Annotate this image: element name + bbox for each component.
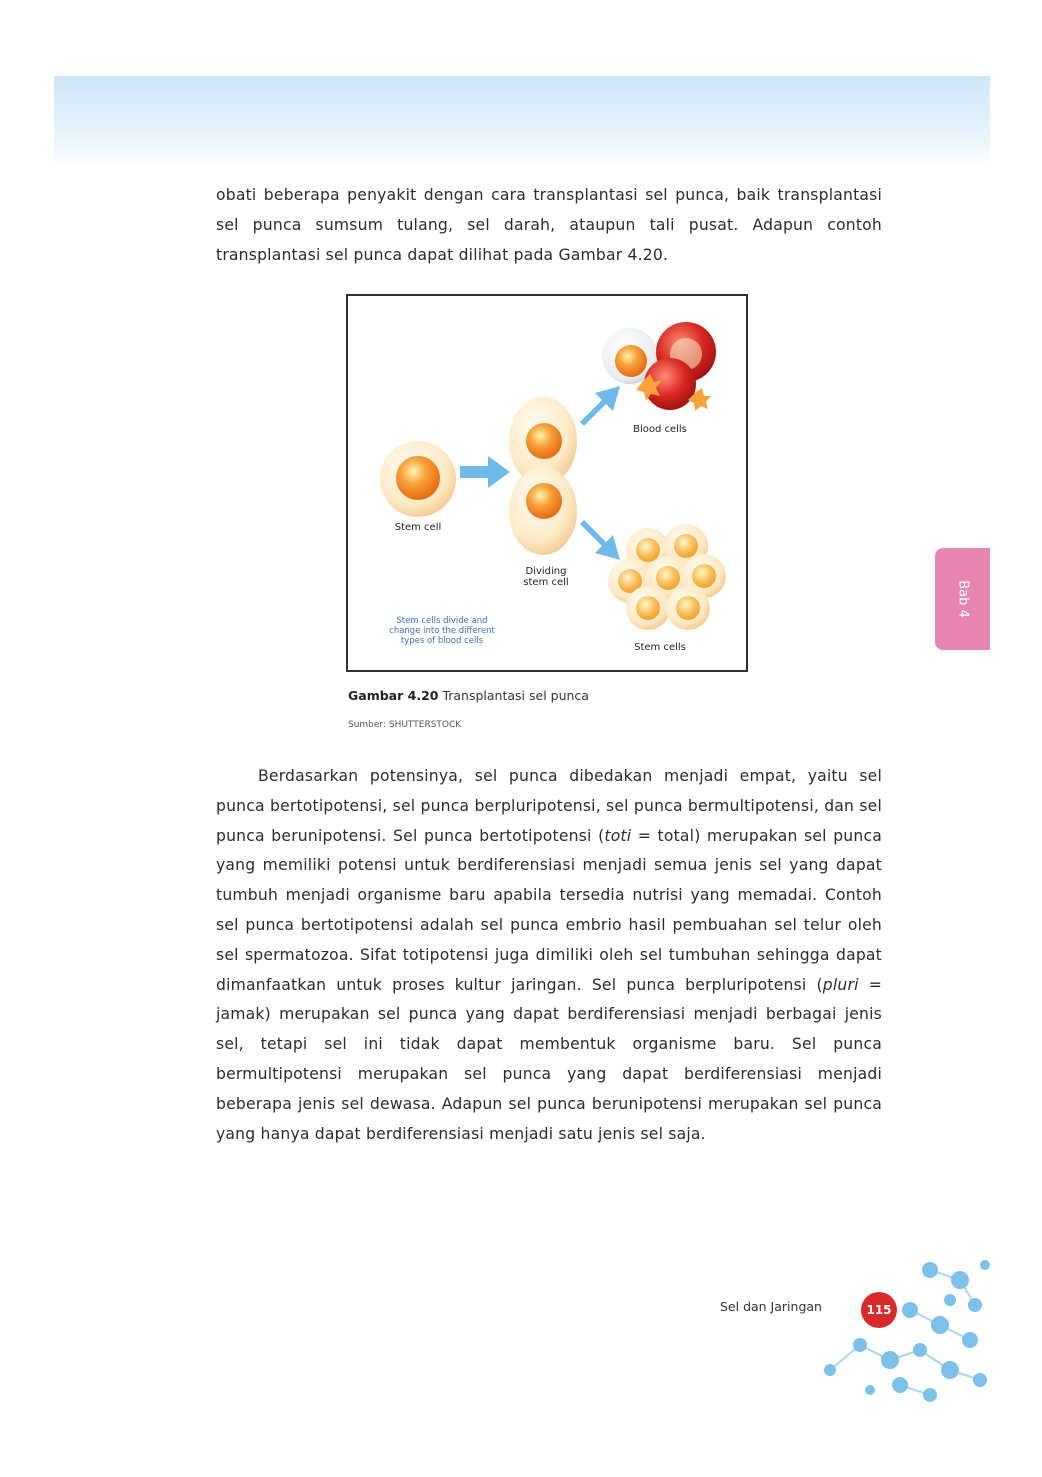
label-stem-cell: Stem cell [394, 522, 442, 533]
figure-caption [348, 688, 589, 703]
arrow-up-right [580, 386, 620, 426]
arrow-right [460, 456, 510, 488]
caption-text: Transplantasi sel punca [442, 688, 589, 703]
main-paragraph-part-2: = total) merupakan sel punca yang memiliki potensi untuk berdiferensiasi menjadi semua jenis sel yang dapat tumbuh menjadi organisme baru apabila tersedia nutrisi yang memadai. Contoh sel punca bertotipotensi adalah sel punca embrio hasil pembuahan sel telur oleh sel spermatozoa. Sifat totipotensi juga dimiliki oleh sel tumbuhan sehingga dapat dimanfaatkan untuk proses kultur jaringan. Sel punca berpluripotensi ( [216, 826, 882, 994]
label-stem-cells: Stem cells [634, 642, 686, 653]
main-paragraph [216, 762, 882, 1149]
page-number: 115 [861, 1292, 897, 1328]
term-pluri: pluri [822, 975, 859, 994]
header-band [54, 76, 990, 168]
caption-label: Gambar 4.20 [348, 688, 439, 703]
label-blood-cells: Blood cells [633, 424, 687, 435]
stem-cells-cluster [608, 524, 726, 630]
footer-chapter-title: Sel dan Jaringan [720, 1299, 822, 1314]
arrow-down-right [580, 520, 620, 560]
main-paragraph-part-3: = jamak) merupakan sel punca yang dapat berdiferensiasi menjadi berbagai jenis sel, tetapi sel ini tidak dapat membentuk organisme baru. Sel punca bermultipotensi merupakan sel punca yang dapat berdiferensiasi menjadi beberapa jenis sel dewasa. Adapun sel punca berunipotensi merupakan sel punca yang hanya dapat berdiferensiasi menjadi satu jenis sel saja. [216, 975, 882, 1143]
label-dividing-stem-cell: Dividing stem cell [523, 566, 569, 588]
molecule-decoration-icon [800, 1250, 995, 1410]
stem-cell-diagram [348, 296, 746, 670]
intro-paragraph: obati beberapa penyakit dengan cara transplantasi sel punca, baik transplantasi sel punca sumsum tulang, sel darah, ataupun tali pusat. Adapun contoh transplantasi sel punca dapat dilihat pada Gambar 4.20. [216, 186, 882, 264]
single-stem-cell [380, 441, 456, 517]
dividing-stem-cell [509, 397, 577, 555]
chapter-side-tab [935, 548, 990, 650]
blood-cells-cluster [602, 322, 716, 411]
figure-stem-cell-transplant [346, 294, 748, 672]
main-paragraph-part-1: Berdasarkan potensinya, sel punca dibedakan menjadi empat, yaitu sel punca bertotipotensi, sel punca berpluripotensi, sel punca bermultipotensi, dan sel punca berunipotensi. Sel punca bertotipotensi ( [216, 767, 882, 845]
figure-source: Sumber: SHUTTERSTOCK [348, 720, 462, 730]
figure-note: Stem cells divide and change into the different types of blood cells [389, 616, 495, 646]
chapter-tab-label: Bab 4 [955, 580, 970, 618]
term-toti: toti [604, 826, 632, 845]
